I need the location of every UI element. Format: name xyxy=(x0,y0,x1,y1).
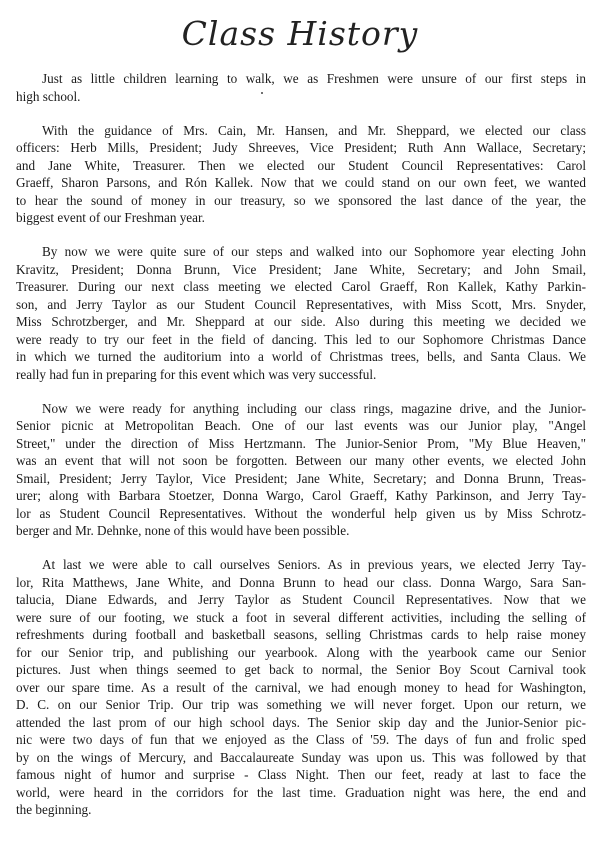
text-line: lor as Student Council Representatives. Without the wonderful help given us by Miss Schrotz- xyxy=(16,505,586,521)
text-line: By now we were quite sure of our steps and walked into our Sophomore year electing John xyxy=(42,244,586,259)
paragraph-3 xyxy=(16,243,586,383)
text-line: world, were heard in the corridors for the last time. Graduation night was here, the end and xyxy=(16,784,586,800)
text-line: refreshments during football and basketball seasons, selling Christmas cards to help raise money xyxy=(16,627,586,642)
text-line: over our spare time. As a result of the carnival, we had enough money to head for Washington, xyxy=(16,679,586,695)
text-line: to hear the sound of money in our treasury, so we sponsored the last dance of the year, the xyxy=(16,192,586,208)
text-line: were ready to try our feet in the field of dancing. This led to our Sophomore Christmas Dance xyxy=(16,331,586,347)
text-line: biggest event of our Freshman year. xyxy=(16,210,205,225)
text-line: Now we were ready for anything including our class rings, magazine drive, and the Junior- xyxy=(42,400,586,416)
page-title: Class History xyxy=(181,14,419,53)
text-line: officers: Herb Mills, President; Judy Shreeves, Vice President; Ruth Ann Wallace, Secretary; xyxy=(16,140,586,155)
text-line: At last we were able to call ourselves Seniors. As in previous years, we elected Jerry Tay- xyxy=(42,557,586,572)
paragraph-1 xyxy=(16,70,586,105)
text-line: urer; along with Barbara Stoetzer, Donna Wargo, Carol Graeff, Kathy Parkinson, and Jerry Tay- xyxy=(16,488,586,503)
text-line: the beginning. xyxy=(16,802,92,817)
text-line: Miss Schrotzberger, and Mr. Sheppard at our side. Also during this meeting we decided we xyxy=(16,314,586,329)
text-line: famous night of humor and surprise - Class Night. Then our feet, ready at last to face the xyxy=(16,767,586,782)
text-line: attended the last prom of our high school days. The Senior skip day and the Junior-Senior pic- xyxy=(16,714,586,730)
text-line: lor, Rita Matthews, Jane White, and Donna Brunn to head our class. Donna Wargo, Sara San- xyxy=(16,574,586,590)
text-line: Graeff, Sharon Parsons, and Rón Kallek. Now that we could stand on our own feet, we wanted xyxy=(16,175,586,190)
text-line: high school. xyxy=(16,88,81,104)
text-line: were sure of our footing, we stuck a foot in several different activities, including the selling of xyxy=(16,609,586,625)
text-line: by on the wings of Mercury, and Baccalaureate Sunday was upon us. This was followed by that xyxy=(16,749,586,765)
text-line: Smail, President; Jerry Taylor, Vice President; Jane White, Secretary; and Donna Brunn, Treas- xyxy=(16,470,586,486)
text-line: really had fun in preparing for this event which was very successful. xyxy=(16,366,377,382)
paragraph-5 xyxy=(16,556,586,819)
text-line: Treasurer. During our next class meeting we elected Carol Graeff, Ron Kallek, Kathy Parkin- xyxy=(16,279,586,294)
text-line: Senior picnic at Metropolitan Beach. One of our last events was our Junior play, "Angel xyxy=(16,418,586,433)
text-line: berger and Mr. Dehnke, none of this would have been possible. xyxy=(16,523,350,538)
text-line: and Jane White, Treasurer. Then we elected our Student Council Representatives: Carol xyxy=(16,157,586,173)
text-line: Kravitz, President; Donna Brunn, Vice President; Jane White, Secretary; and John Smail, xyxy=(16,261,586,277)
text-line: Just as little children learning to walk, we as Freshmen were unsure of our first steps in xyxy=(42,71,586,86)
paragraph-2 xyxy=(16,122,586,227)
text-line: in which we turned the auditorium into a world of Christmas trees, bells, and Santa Claus. We xyxy=(16,349,586,364)
text-line: D. C. on our Senior Trip. Our trip was something we will never forget. Upon our return, we xyxy=(16,697,586,712)
text-line: nic were two days of fun that we enjoyed as the Class of '59. The days of fun and frolic sped xyxy=(16,732,586,747)
paragraph-4 xyxy=(16,400,586,540)
text-line: pictures. Just when things seemed to get back to normal, the Senior Boy Scout Carnival took xyxy=(16,662,586,677)
text-line: Street," under the direction of Miss Hertzmann. The Junior-Senior Prom, "My Blue Heaven," xyxy=(16,435,586,451)
document-body xyxy=(16,70,586,835)
text-line: talucia, Diane Edwards, and Jerry Taylor as Student Council Representatives. Now that we xyxy=(16,592,586,607)
text-line: was an event that will not soon be forgotten. Between our many other events, we elected John xyxy=(16,453,586,468)
text-line: for our Senior trip, and publishing our yearbook. Along with the yearbook came our Senior xyxy=(16,644,586,660)
text-line: With the guidance of Mrs. Cain, Mr. Hansen, and Mr. Sheppard, we elected our class xyxy=(42,122,586,138)
text-line: son, and Jerry Taylor as our Student Council Representatives, with Miss Scott, Mrs. Snyder, xyxy=(16,296,586,312)
